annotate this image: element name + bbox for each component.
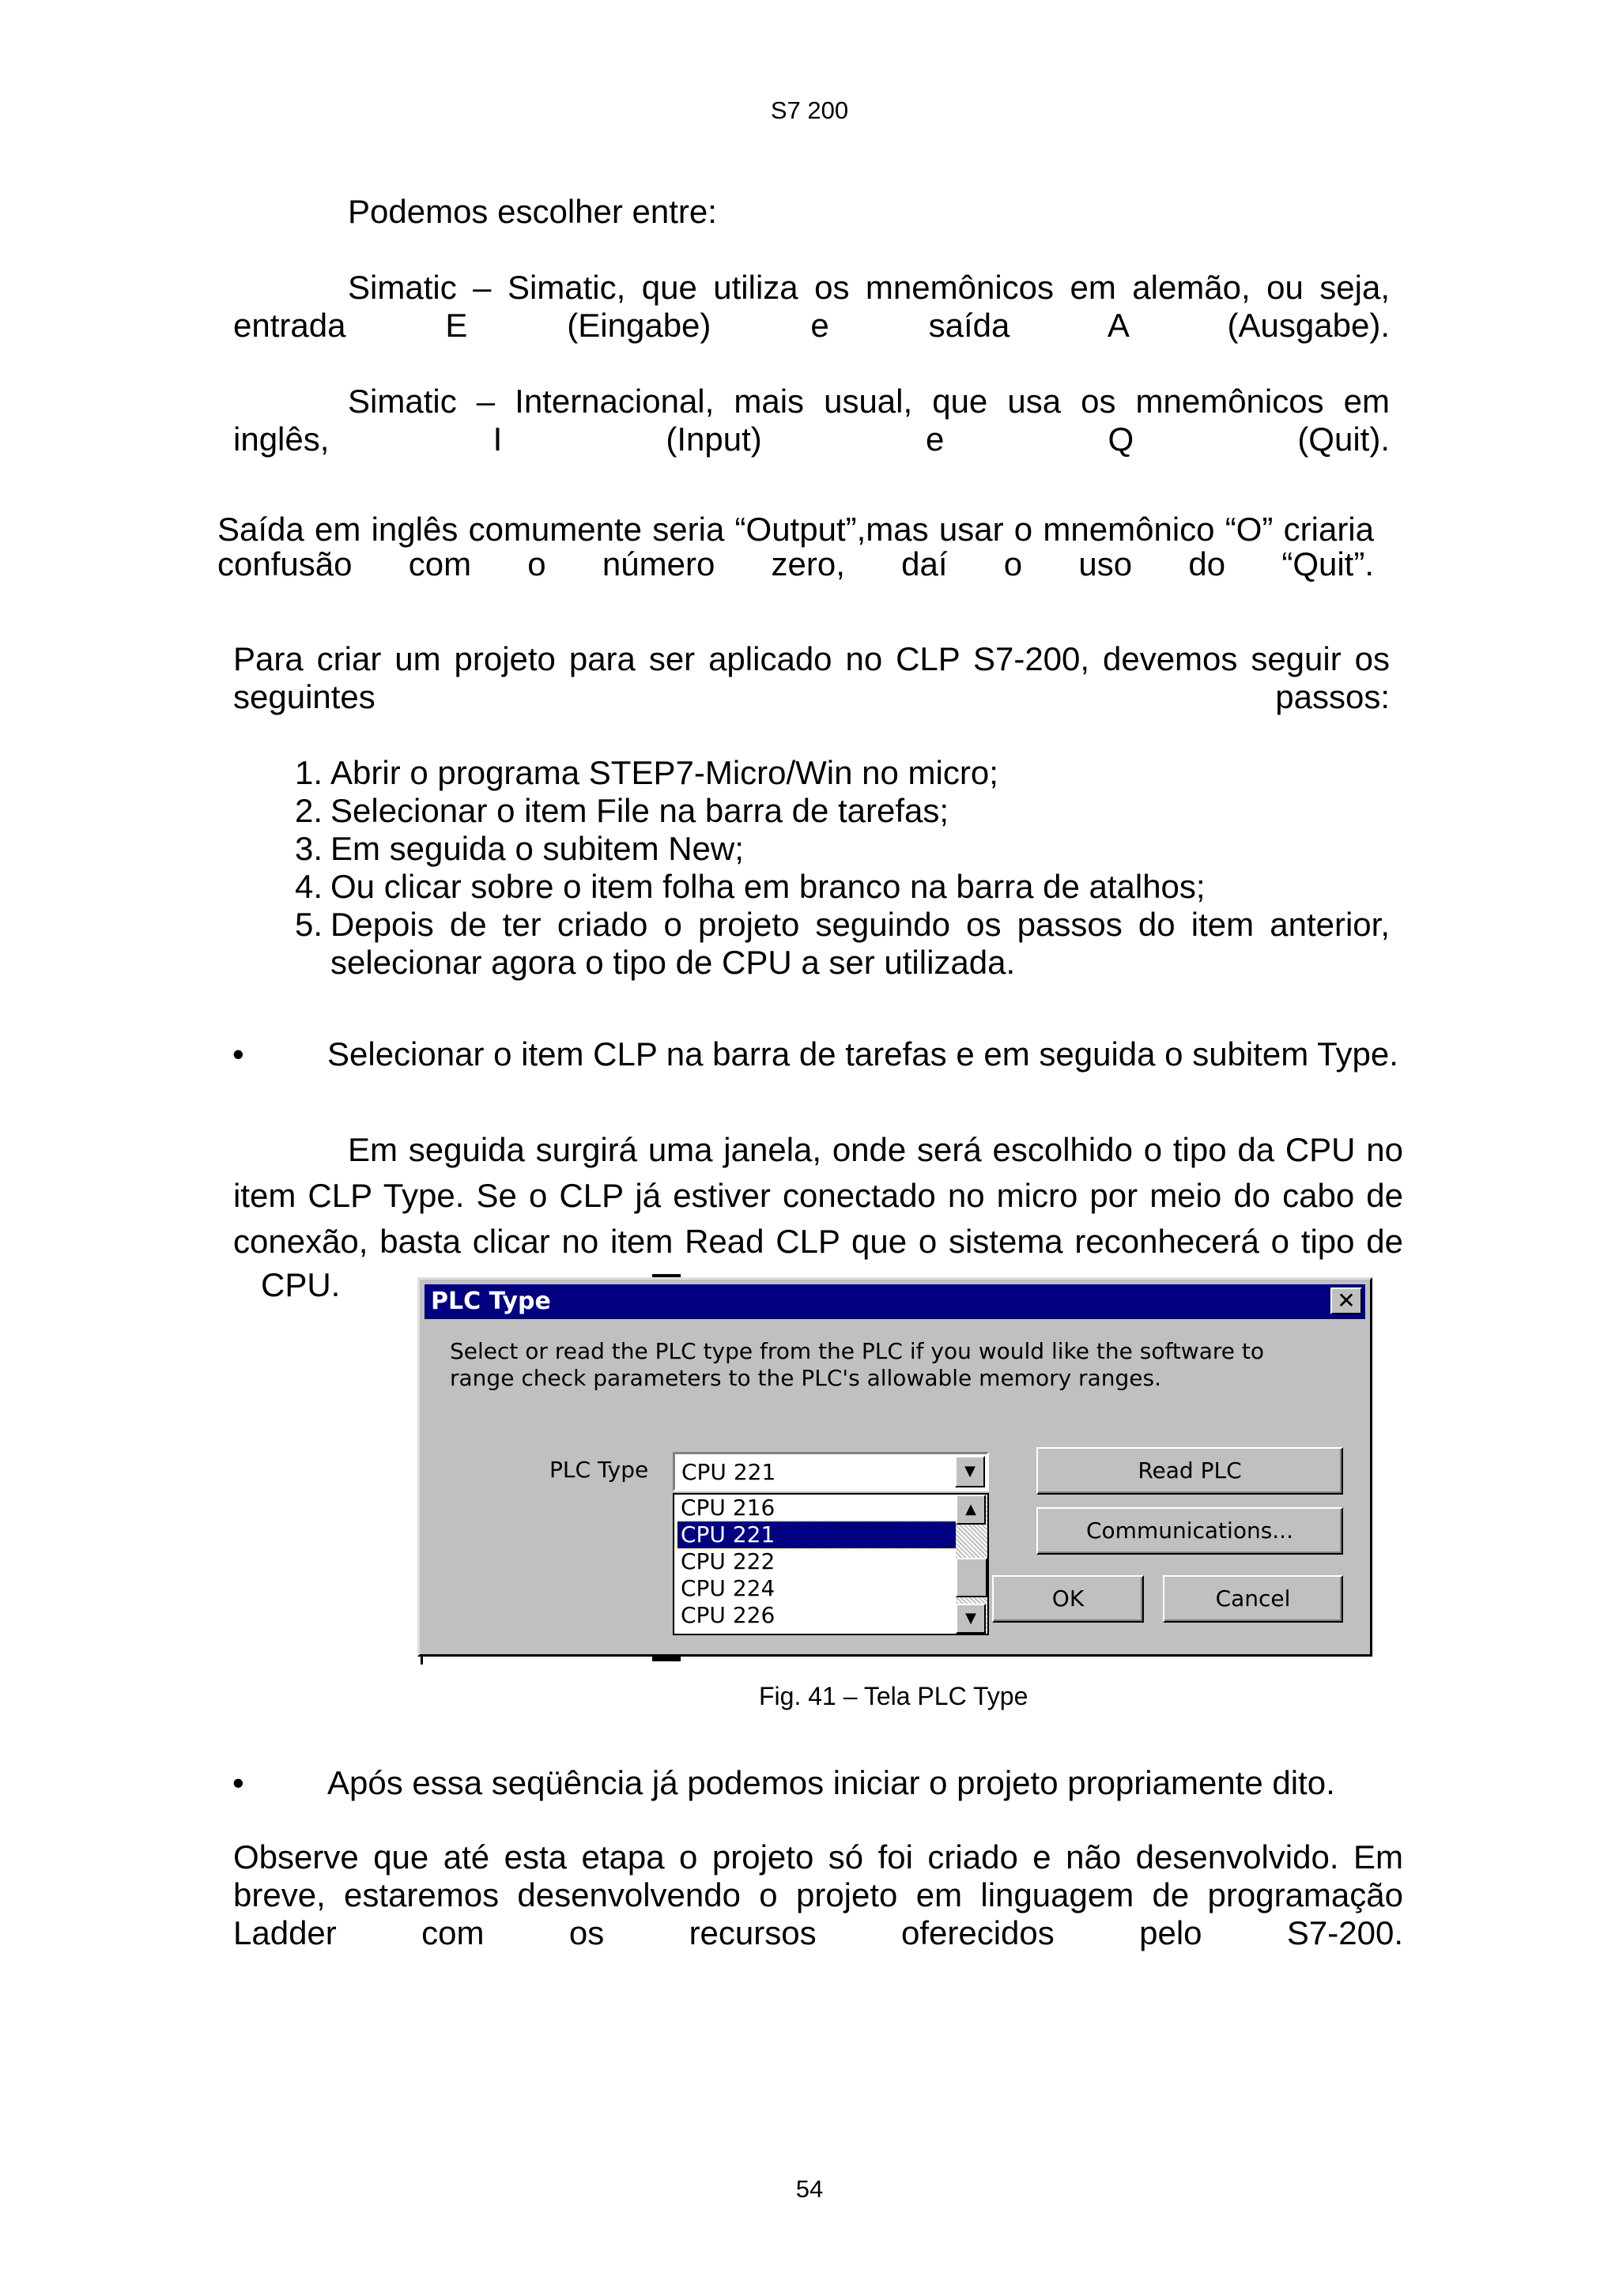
read-plc-button[interactable]: Read PLC xyxy=(1036,1447,1343,1495)
paragraph-simatic: Simatic – Simatic, que utiliza os mnemônicos em alemão, ou seja, entrada E (Eingabe) e saída A (Ausgabe). xyxy=(233,269,1390,344)
figure-caption: Fig. 41 – Tela PLC Type xyxy=(759,1682,1028,1710)
list-item[interactable]: CPU 224 xyxy=(681,1575,776,1601)
dialog-titlebar[interactable] xyxy=(425,1284,1365,1319)
step-item: 3. Em seguida o subitem New; xyxy=(294,830,744,867)
bullet-iniciar-projeto: Após essa seqüência já podemos iniciar o projeto propriamente dito. xyxy=(327,1764,1335,1801)
close-icon[interactable]: ✕ xyxy=(1330,1287,1362,1314)
list-item-selected[interactable]: CPU 221 xyxy=(677,1521,956,1548)
crop-mark xyxy=(652,1657,681,1661)
step-item: 5. Depois de ter criado o projeto seguindo os passos do item anterior, selecionar agora o tipo de CPU a ser utilizada. xyxy=(294,906,1390,981)
paragraph-window: Em seguida surgirá uma janela, onde será escolhido o tipo da CPU no item CLP Type. Se o CLP já estiver conectado no micro por meio do cabo de conexão, basta clicar no item Read CLP que o sistema reconhecerá o tipo de xyxy=(233,1131,1403,1260)
crop-mark xyxy=(421,1657,423,1665)
ok-button[interactable]: OK xyxy=(992,1575,1144,1623)
bullet-dot: • xyxy=(232,1764,244,1801)
paragraph-observe: Observe que até esta etapa o projeto só foi criado e não desenvolvido. Em breve, estaremos desenvolvendo o projeto em linguagem de programação Ladder com os recursos oferecidos pelo S7-200. xyxy=(233,1838,1403,1951)
dialog-description: Select or read the PLC type from the PLC if you would like the software to range check parameters to the PLC's allowable memory ranges. xyxy=(450,1338,1264,1391)
plc-type-combobox[interactable] xyxy=(673,1452,989,1491)
step-item: 2. Selecionar o item File na barra de tarefas; xyxy=(294,792,949,829)
dialog-title: PLC Type xyxy=(431,1287,551,1315)
scroll-thumb[interactable] xyxy=(956,1558,987,1597)
paragraph-internacional: Simatic – Internacional, mais usual, que usa os mnemônicos em inglês, I (Input) e Q (Quit). xyxy=(233,383,1390,458)
plc-type-selected: CPU 221 xyxy=(681,1459,776,1485)
page-header: S7 200 xyxy=(770,96,849,124)
scroll-down-icon[interactable]: ▼ xyxy=(956,1604,986,1634)
list-item[interactable]: CPU 216 xyxy=(681,1495,776,1521)
chevron-down-icon[interactable]: ▼ xyxy=(955,1456,985,1487)
list-item[interactable]: CPU 226 xyxy=(681,1602,776,1628)
paragraph-window-end: CPU. xyxy=(261,1266,341,1303)
communications-button[interactable]: Communications... xyxy=(1036,1507,1343,1555)
paragraph-quit: Saída em inglês comumente seria “Output”,mas usar o mnemônico “O” criaria confusão com o número zero, daí o uso do “Quit”. xyxy=(217,511,1374,582)
bullet-dot: • xyxy=(232,1035,244,1073)
step-item: 1. Abrir o programa STEP7-Micro/Win no micro; xyxy=(294,754,998,791)
plc-type-dialog xyxy=(417,1277,1372,1657)
list-scrollbar[interactable] xyxy=(956,1495,987,1634)
scroll-up-icon[interactable]: ▲ xyxy=(956,1495,986,1525)
page-number: 54 xyxy=(795,2175,824,2203)
step-item: 4. Ou clicar sobre o item folha em branco na barra de atalhos; xyxy=(294,868,1206,905)
plc-type-dropdown-list[interactable] xyxy=(673,1493,989,1635)
plc-type-label: PLC Type xyxy=(549,1457,649,1483)
paragraph-steps-intro: Para criar um projeto para ser aplicado no CLP S7-200, devemos seguir os seguintes passos: xyxy=(233,640,1390,715)
list-item[interactable]: CPU 222 xyxy=(681,1548,776,1574)
bullet-clp-type: Selecionar o item CLP na barra de tarefas e em seguida o subitem Type. xyxy=(327,1035,1398,1073)
steps-list xyxy=(294,754,1390,982)
intro-line: Podemos escolher entre: xyxy=(348,193,717,230)
cancel-button[interactable]: Cancel xyxy=(1163,1575,1343,1623)
